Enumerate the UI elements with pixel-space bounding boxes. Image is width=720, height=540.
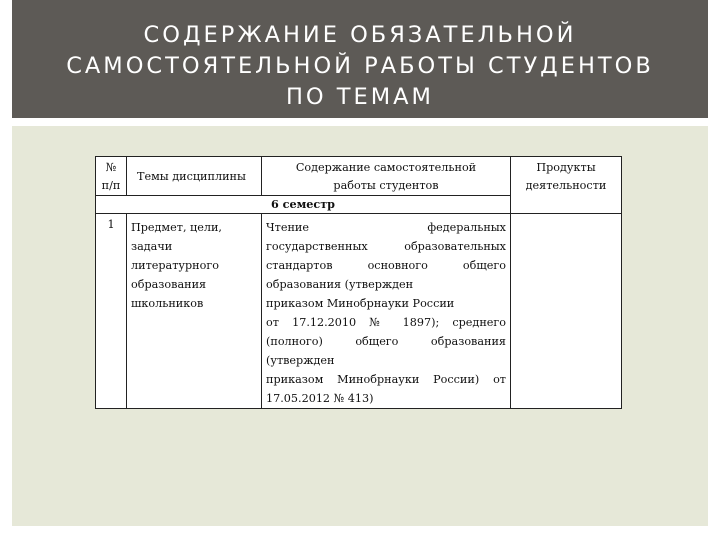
row-products (511, 214, 622, 409)
topic-line: Предмет, цели, (131, 221, 222, 234)
topic-line: задачи (131, 240, 173, 253)
row-topic (127, 214, 262, 409)
content-line: Чтение федеральных (266, 221, 506, 234)
header-topics: Темы дисциплины (127, 157, 262, 196)
content-line: (утвержден (266, 354, 335, 367)
title-line: САМОСТОЯТЕЛЬНОЙ РАБОТЫ СТУДЕНТОВ (66, 53, 654, 79)
topic-line: образования (131, 278, 207, 291)
table-row (96, 214, 622, 409)
slide-title (12, 20, 708, 113)
header-num-line: № (105, 161, 117, 174)
semester-label: 6 семестр (96, 196, 511, 214)
header-content-line: работы студентов (333, 179, 439, 192)
header-num-line: п/п (101, 179, 121, 192)
table-header-row (96, 157, 622, 196)
content-line: приказом Минобрнауки России (266, 297, 455, 310)
title-line: СОДЕРЖАНИЕ ОБЯЗАТЕЛЬНОЙ (143, 22, 577, 48)
content-line: образования (утвержден (266, 278, 414, 291)
title-bar (12, 0, 708, 118)
header-num (96, 157, 127, 196)
header-content-line: Содержание самостоятельной (295, 161, 477, 174)
topic-line: литературного (131, 259, 219, 272)
header-products-line: Продукты (536, 161, 596, 174)
topics-table (95, 156, 622, 409)
topic-line: школьников (131, 297, 204, 310)
content-line: государственных образовательных (266, 240, 506, 253)
row-num: 1 (96, 214, 127, 409)
content-line: от 17.12.2010 № 1897); среднего (266, 316, 506, 329)
content-line: приказом Минобрнауки России) от (266, 373, 506, 386)
content-line: 17.05.2012 № 413) (266, 392, 374, 405)
content-area (12, 126, 708, 526)
header-content (262, 157, 511, 196)
header-products (511, 157, 622, 214)
title-line: ПО ТЕМАМ (286, 84, 434, 110)
content-line: (полного) общего образования (266, 335, 506, 348)
header-products-line: деятельности (525, 179, 607, 192)
content-line: стандартов основного общего (266, 259, 506, 272)
row-content (262, 214, 511, 409)
